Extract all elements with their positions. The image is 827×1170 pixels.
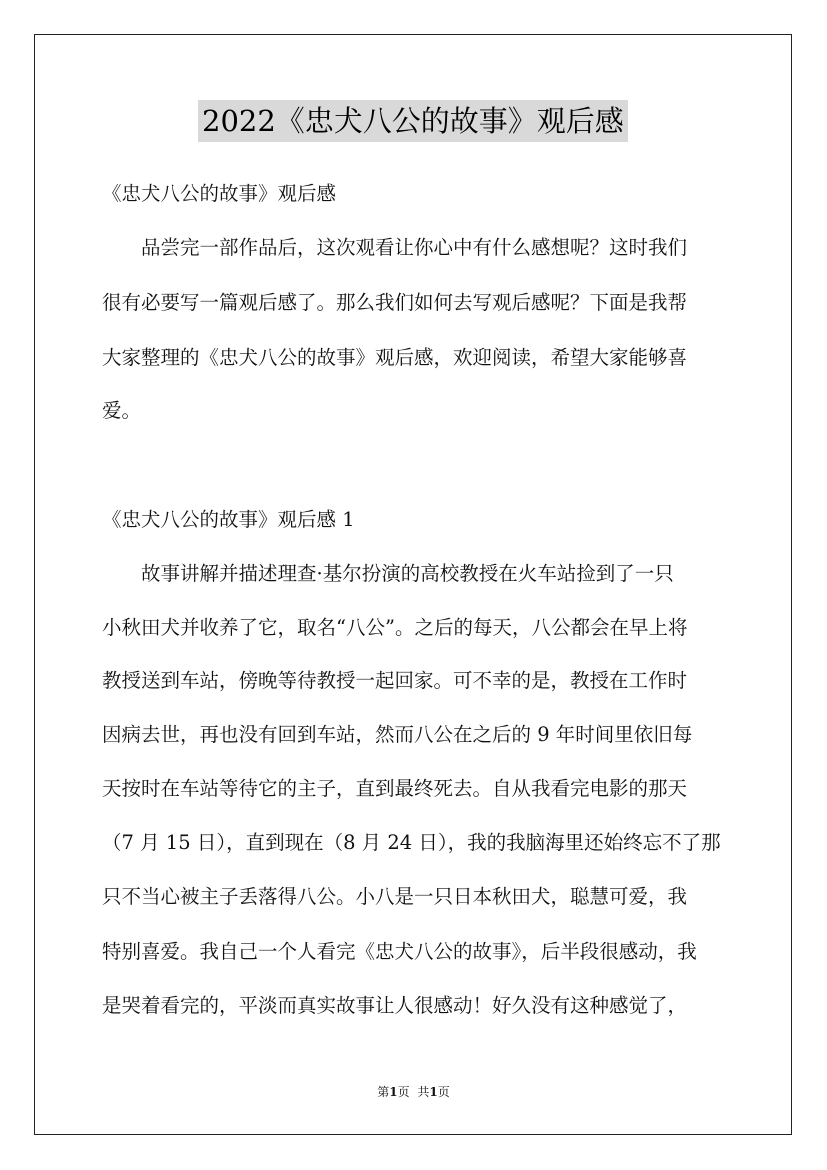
footer-page-number: 1 xyxy=(389,1085,398,1099)
intro-line: 大家整理的《忠犬八公的故事》观后感，欢迎阅读，希望大家能够喜 xyxy=(102,346,688,369)
body-line: 特别喜爱。我自己一个人看完《忠犬八公的故事》，后半段很感动，我 xyxy=(102,940,697,963)
body-line: 故事讲解并描述理查·基尔扮演的高校教授在火车站捡到了一只 xyxy=(141,562,674,585)
body-line: （7 月 15 日），直到现在（8 月 24 日），我的我脑海里还始终忘不了那 xyxy=(102,831,721,854)
footer-total-suffix: 页 xyxy=(437,1085,450,1099)
body-line: 天按时在车站等待它的主子，直到最终死去。自从我看完电影的那天 xyxy=(102,777,688,800)
intro-line: 爱。 xyxy=(102,399,142,422)
section-heading: 《忠犬八公的故事》观后感 1 xyxy=(102,508,355,531)
body-line: 是哭着看完的，平淡而真实故事让人很感动！好久没有这种感觉了， xyxy=(102,994,688,1017)
footer-page-suffix: 页 xyxy=(397,1085,410,1099)
body-line: 教授送到车站，傍晚等待教授一起回家。可不幸的是，教授在工作时 xyxy=(102,669,688,692)
body-line: 因病去世，再也没有回到车站，然而八公在之后的 9 年时间里依旧每 xyxy=(102,723,693,746)
page-footer xyxy=(0,1083,827,1101)
intro-line: 很有必要写一篇观后感了。那么我们如何去写观后感呢？下面是我帮 xyxy=(102,291,688,314)
footer-page-prefix: 第 xyxy=(377,1085,390,1099)
intro-line: 品尝完一部作品后，这次观看让你心中有什么感想呢？这时我们 xyxy=(141,236,688,259)
footer-total-number: 1 xyxy=(429,1085,438,1099)
document-subtitle: 《忠犬八公的故事》观后感 xyxy=(102,182,337,205)
footer-total-prefix: 共 xyxy=(417,1085,430,1099)
body-line: 小秋田犬并收养了它，取名“八公”。之后的每天，八公都会在早上将 xyxy=(102,616,688,639)
body-line: 只不当心被主子丢落得八公。小八是一只日本秋田犬，聪慧可爱，我 xyxy=(102,885,688,908)
document-title: 2022《忠犬八公的故事》观后感 xyxy=(198,100,628,142)
